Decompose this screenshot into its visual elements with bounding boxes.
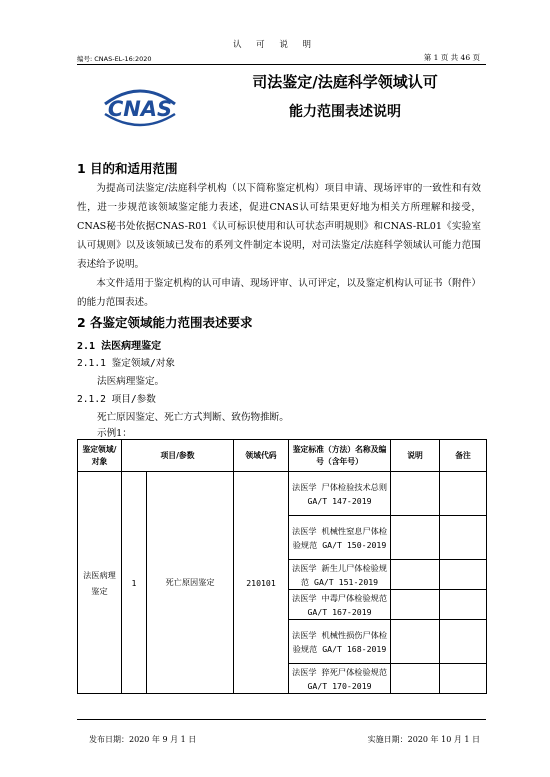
section-1-paragraph: 为提高司法鉴定/法庭科学机构（以下简称鉴定机构）项目申请、现场评审的一致性和有效性，进一步规范该领域鉴定能力表述，促进CNAS认可结果更好地为相关方所理解和接受，CNAS秘书处依据CNAS-R01《认可标识使用和认可状态声明规则》和CNAS-RL01《实验室认可规则》以及该领域已发布的系列文件制定本说明，对司法鉴定/法庭科学领域认可能力范围表述给予说明。 (77, 183, 481, 270)
standard-cell: 法医学 中毒尸体检验规范 GA/T 167-2019 (289, 590, 391, 620)
example-label: 示例1： (97, 428, 132, 439)
footer-rule (77, 719, 486, 720)
standard-cell: 法医学 尸体检验技术总则 GA/T 147-2019 (289, 472, 391, 516)
column-header: 备注 (440, 440, 487, 472)
issue-date: 发布日期：2020 年 9 月 1 日 (89, 735, 197, 744)
header-rule (77, 64, 486, 65)
effective-date: 实施日期：2020 年 10 月 1 日 (367, 735, 480, 744)
table-row (78, 472, 487, 516)
item-2-1-2-label: 2.1.2 项目/参数 (77, 394, 156, 405)
column-header: 项目/参数 (122, 440, 234, 472)
section-1-body (77, 179, 481, 312)
standard-cell: 法医学 机械性损伤尸体检验规范 GA/T 168-2019 (289, 620, 391, 664)
domain-cell: 法医病理鉴定 (78, 472, 122, 694)
column-header: 领域代码 (234, 440, 289, 472)
subsection-2-1-heading: 2.1 法医病理鉴定 (77, 341, 162, 352)
column-header: 鉴定领域/对象 (78, 440, 122, 472)
remark-cell (440, 590, 487, 620)
table-header-row (78, 440, 487, 472)
column-header: 说明 (391, 440, 440, 472)
document-title: 司法鉴定/法庭科学领域认可 (252, 73, 438, 91)
item-cell: 死亡原因鉴定 (147, 472, 234, 694)
document-subtitle: 能力范围表述说明 (289, 104, 401, 120)
remark-cell (440, 664, 487, 694)
item-2-1-1-text: 法医病理鉴定。 (97, 376, 165, 387)
remark-cell (440, 516, 487, 560)
page-info: 第 1 页 共 46 页 (423, 53, 480, 62)
section-1-paragraph: 本文件适用于鉴定机构的认可申请、现场评审、认可评定，以及鉴定机构认可证书（附件）的能力范围表述。 (77, 278, 481, 308)
remark-cell (440, 472, 487, 516)
document-number: 编号: CNAS-EL-16:2020 (77, 55, 152, 63)
section-2-heading: 2 各鉴定领域能力范围表述要求 (77, 315, 253, 330)
remark-cell (440, 620, 487, 664)
standard-cell: 法医学 机械性窒息尸体检验规范 GA/T 150-2019 (289, 516, 391, 560)
remark-cell (440, 560, 487, 590)
section-1-heading: 1 目的和适用范围 (77, 161, 178, 176)
item-number-cell: 1 (122, 472, 147, 694)
cnas-logo (95, 84, 185, 130)
note-cell (391, 560, 440, 590)
note-cell (391, 516, 440, 560)
note-cell (391, 664, 440, 694)
standard-cell: 法医学 新生儿尸体检验规范 GA/T 151-2019 (289, 560, 391, 590)
item-2-1-2-text: 死亡原因鉴定、死亡方式判断、致伤物推断。 (97, 412, 289, 423)
note-cell (391, 620, 440, 664)
svg-text:CNAS: CNAS (107, 97, 173, 121)
domain-code-cell: 210101 (234, 472, 289, 694)
item-2-1-1-label: 2.1.1 鉴定领域/对象 (77, 358, 175, 369)
note-cell (391, 472, 440, 516)
example-table (77, 439, 487, 694)
note-cell (391, 590, 440, 620)
standard-cell: 法医学 猝死尸体检验规范 GA/T 170-2019 (289, 664, 391, 694)
document-type-label: 认 可 说 明 (232, 40, 318, 50)
column-header: 鉴定标准（方法）名称及编号（含年号） (289, 440, 391, 472)
